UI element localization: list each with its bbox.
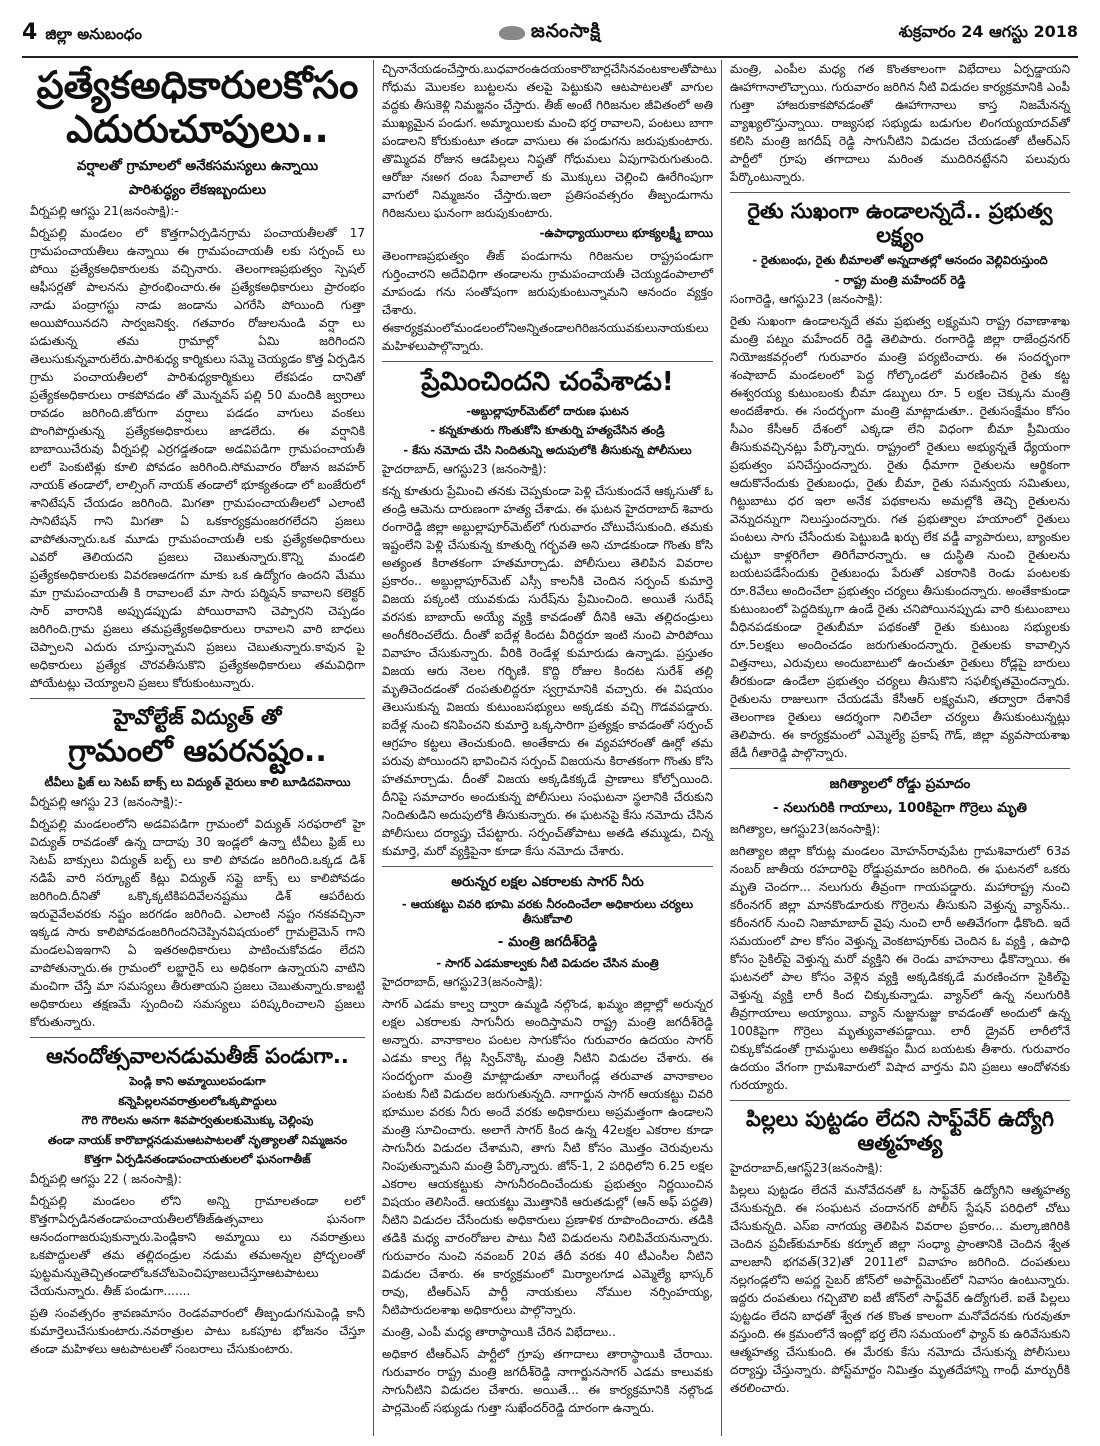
column-2 xyxy=(374,60,722,1436)
article6-subhead: - రైతుబంధు, రైతు బీమాలతో అన్నదాతల్లో ఆనందం వెల్లివిరుస్తుంది xyxy=(752,253,1048,268)
article6-headline: రైతు సుఖంగా ఉండాలన్నదే.. ప్రభుత్వ లక్ష్యం xyxy=(747,199,1053,248)
article8-dateline: హైదరాబాద్,ఆగస్ట్23(జనంసాక్షి): xyxy=(730,1161,883,1176)
article7-dateline: జగిత్యాల, ఆగస్టు23(జనంసాక్షి): xyxy=(730,821,881,836)
article3-line: గౌరి గౌరిలను అనగా శివపార్వతులకుమొక్కు చెల్లింపు xyxy=(81,1113,314,1128)
article3-headline: ఆనందోత్సవాలనడుమతీజ్ పండుగా.. xyxy=(46,1043,349,1068)
article3-line: కొత్తగా ఏర్పడినతండాపంచాయతులలో ఘనంగాతీజ్ xyxy=(84,1152,311,1167)
divider xyxy=(382,361,713,362)
masthead xyxy=(22,10,1078,58)
logo-icon xyxy=(499,26,525,40)
article3-signature: -ఉపాధ్యాయురాలు భూక్యలక్ష్మీ బాయి xyxy=(539,226,713,240)
article4-headline: ప్రేమించిందని చంపేశాడు! xyxy=(421,367,674,397)
article5-subhead: - ఆయకట్టు చివరి భూమి వరకు నీరందించేలా అధికారులు చర్యలు తీసుకోవాలి xyxy=(401,896,694,927)
newspaper-logo: జనంసాక్షి xyxy=(530,19,602,42)
article3-line: కన్నెపిల్లలనవరాత్రులలోఒక్కపొద్దులు xyxy=(118,1093,277,1108)
article1-dateline: వీర్నపల్లి ఆగస్టు 21(జనంసాక్షి):- xyxy=(30,203,179,218)
article8-headline: పిల్లలు పుట్టడం లేదని సాఫ్ట్‌వేర్ ఉద్యోగి ఆత్మహత్య xyxy=(745,1106,1055,1155)
article6-dateline: సంగారెడ్డి, ఆగస్టు23 (జనంసాక్షి): xyxy=(730,292,883,307)
article2-body: వీర్నపల్లి మండలంలోని అడవిపడిగా గ్రామంలో విద్యుత్ సరఫరాలో హై విద్యుత్ రావడంతో ఉన్న దాదాపు 30 ఇండ్లలో ఉన్నా టీవీలు ఫ్రిజ్ లు సెటప్ బాక్సులు విద్యుత్ బల్బ్ లు కాలి పోవడం జరిగింది.ఒక్కడ డిశ్ నడిపే వారి సర్క్యూట్ కిట్లు విద్యుత్ సప్లై బాక్స్ లు కాలిపోవడం జరిగింది.దీనితో ఒక్కొక్కటికిపదివేలనష్టము డిశ్ ఆపరేటరు ఇరువైవేలవరకు నష్టం జరగడం జరిగింది. ఎలాంటి నష్టం గనకవచ్చినా ఇక్కడ సారు కాలిపోవడంజరిగిందనిచెప్పినవిషయంలో గ్రామలైమెన్ గాని మండలఏఇఇగాని ఏ ఇతరఅధికారులు పాటించుకోవడం లేదని వాపోతున్నారు.ఈ గ్రామంలో లబ్జారైన్ లు అధికంగా ఉన్నాయని వాటిని మంచిగా చేస్తే మా సమస్యలు తీరుతాయని ప్రజలు చెబుతున్నారు.కాబట్టి అధికారులు తక్షణమే స్పందించి సమస్యలు పరిష్కరించాలని ప్రజలు కోరుతున్నారు. xyxy=(30,816,365,1029)
divider xyxy=(730,192,1070,193)
page-number: 4 xyxy=(22,19,38,45)
article5-body2: మంత్రి, ఎంపీ మధ్య తారాస్థాయికి చేరిన విభేదాలు.. xyxy=(382,1325,616,1340)
divider xyxy=(30,698,365,699)
article7-headline: జగిత్యాలలో రోడ్డు ప్రమాదం xyxy=(829,776,971,793)
article7-subhead: - నలుగురికి గాయాలు, 100కిపైగా గొర్రెలు మృతి xyxy=(773,799,1027,816)
article5-headline: అరున్నర లక్షల ఎకరాలకు సాగర్ నీరు xyxy=(451,874,644,891)
article1-headline: ప్రత్యేకఅధికారులకోసం ఎదురుచూపులు.. xyxy=(36,63,359,151)
article5-subhead: - సాగర్ ఎడమకాల్వకు నీటి విడుదల చేసిన మంత్రి xyxy=(436,955,659,970)
article3-dateline: వీర్నపల్లి ఆగస్టు 22 ( జనంసాక్షి): xyxy=(30,1171,182,1186)
column2-continued-body2: తెలంగాణప్రభుత్వం తీజ్ పండుగాను గిరిజనుల రాష్ట్రపండుగా గుర్తించారని అదేవిధిగా తండాలను గ్రామపంచాయతీ చెయ్యడంపాలాలో మాపండు గను సంతోషంగా జరుపుకుంటున్నామని ఆనందం వ్యక్తం చేశారు. ఈకార్యక్రమంలోమండలంలోనిఅన్నితండాలగిరిజనయువకులునాయకులు మహిళలుపాల్గొన్నారు. xyxy=(382,249,713,353)
article3-line: పెండ్లి కాని అమ్మాయిలపండుగా xyxy=(129,1074,266,1089)
article2-dateline: వీర్నపల్లి ఆగస్టు 23 (జనంసాక్షి):- xyxy=(30,794,183,809)
divider xyxy=(382,866,713,867)
article8-body: పిల్లలు పుట్టడం లేదనే మనోవేదనతో ఓ సాఫ్ట్‌వేర్ ఉద్యోగిని ఆత్మహత్య చేసుకున్నది. ఈ సంఘటన చందానగర్ పోలీస్ స్టేషన్ పరిధిలో చోటు చేసుకున్నది. ఎస్ఐ నాగయ్య తెలిపిన వివరాల ప్రకారం... మల్కాజిగిరికి చెందిన ప్రవీణ్‌కుమార్‌కు కర్నూల్ జిల్లా సంధ్యా ప్రాంతానికి చెందిన శ్వేత వాలజానీ భగవత్(32)తో 2011లో వివాహం జరిగింది. దంపతులు నల్లగండ్లలోని అపర్ణ సైబర్ జోన్‌లో అపార్ట్‌మెంట్‌లో నివాసం ఉంటున్నారు. ఇద్దరు దంపతులు గచ్చిబౌలి ఐటీ జోన్‌లో సాఫ్ట్‌వేర్ ఉద్యోగులే. ఐతే పిల్లలు పుట్టడం లేదని బాధతో శ్వేత గత కొంత కాలంగా మనోవేదనకు గురవుతూ వస్తుంది. ఈ క్రమంలోనే ఇంట్లో భర్త లేని సమయంలో ఫ్యాన్ కు ఉరివేసుకుని ఆత్మహత్య చేసుకుంది. ఈ మేరకు కేసు నమోదు చేసుకున్న పోలీసులు దర్యాప్తు చేస్తున్నారు. పోస్ట్‌మార్టం నిమిత్తం మృతదేహాన్ని గాంధీ మార్చురీకి తరలించారు. xyxy=(730,1183,1070,1396)
columns xyxy=(22,60,1078,1436)
article3-body: వీర్నపల్లి మండలం లోని అన్ని గ్రామాలతండా లలో కొత్తగాఏర్పడినతండాపంచాయతీలలోతీజ్ఉత్సవాలు ఘనంగా ఆనందంగాజరుపుకున్నారు.పెండ్లికాని అమ్మాయి లు నవరాత్రులు ఒకపొద్దులతో తమ తల్లిదండ్రుల నడుమ తమఅన్నల ప్రోద్బలంతో పుట్టమన్నుతెచ్చితండాలోఒకచోటపెంచిపూజలుచేస్తూఆటపాటలు చేయనున్నారు. తీజ్ పండుగా....... xyxy=(30,1193,365,1298)
article6-subhead: - రాష్ట్ర మంత్రి మహేందర్ రెడ్డి xyxy=(834,272,966,287)
article2-subhead: టీవీలు ఫ్రిజ్ లు సెటప్ బాక్స్ లు విద్యుత్ వైరులు కాలి బూడిదవినాయి xyxy=(44,775,351,790)
article1-body: వీర్నపల్లి మండలం లో కొత్తగాఏర్పడినగ్రామ పంచాయతీలతో 17 గ్రామపంచాయతీలు ఉన్నాయి ఈ గ్రామపంచాయతీ లకు సర్పంచ్ లు పోయి ప్రత్యేకఅధికారులకు వచ్చినారు. తెలంగాణప్రభుత్వం స్పెషల్ ఆఫీసర్లతో పాలనను ప్రారంభించారు.ఈ ప్రత్యేకఅధికారులు ప్రారంభం నాడు పంద్రాగస్టు నాడు జండాను ఎగరేసి పోయింది గుత్తా అయిపోయినదని సార్వజనిక్వ. గతవారం రోజులనుండి వర్షా లు పడుతున్న తమ గ్రామాల్లో ఏమి జరిగిందని తెలుసుకున్నవారులేరు.పారిశుధ్య కార్మికులు సమ్మె చెయ్యడం కొత్త ఏర్పడిన గ్రామ పంచాయతీలలో పారిశుధ్యకార్మికులు లేకపడం దానితో ప్రత్యేకఅధికారులు రాకపోవడం తో మొన్నవస్ పల్లి 50 మందికి జ్వరాలు రావడం జరిగింది.జోరుగా వర్షాలు పడడం వాగులు వంకలు పొంగిపొర్లుతున్న ప్రత్యేకఅధికారులు జాడలేదు. ఈ వర్షానికి బాబాయిచేరువు వీర్నపల్లి ఎర్రగడ్డతండా అడవిపడిగా గ్రామపంచాయతీ లలో పెంకుటిళ్లు కూలి పోవడం జరిగింది.సోమవారం రోజున జవహర్ నాయక్ తండాలో, లాల్సింగ్ నాయక్ తండాలో భూక్యతండా లో బంజేరులో శానిటేషన్ చేయడం జరిగింది. మిగతా గ్రామపంచాయతీలలో ఎలాంటి సానిటేషన్ గాని మిగతా ఏ ఒకకార్యక్రమంజరగలేదని ప్రజలు వాపోతున్నారు.ఒక మూడు గ్రామపంచాయతీ లకు ప్రత్యేకఅధికారులు ఎవరో తెలియదని ప్రజలు చెబుతున్నారు.కొన్ని మండలి ప్రత్యేకఅధికారులకు వివరణఅడగగా మాకు ఒక ఉద్యోగం ఉందని మేము మా గ్రామపంచాయతీ కి రావాలంటే మా సారు పర్మిషన్ కావాలని కలెక్టర్ సార్ వారానికి అప్పుడప్పుడు పోయిరావాని చెప్పారని చెప్పడం జరిగింది.గ్రామ ప్రజలు తమప్రత్యేకఅధికారులు రావాలని వారి బాధలు చెప్పాలని ఎదురు చూస్తున్నామని ప్రజలు చెబుతున్నారు.కావున పై అధికారులు ప్రత్యేక చొరవతీసుకొని ప్రత్యేకఅధికారులు తమవిధిగా పోయేటట్లు చెయ్యాలని ప్రజలు కోరుకుంటున్నారు. xyxy=(30,225,365,690)
article1-subhead: వర్షాలతో గ్రామాలలో అనేకసమస్యలు ఉన్నాయి xyxy=(76,158,319,175)
column2-continued-body: చ్చినానేయడంచేస్తారు.బుధవారంఉదయంకారొబార్లచేసినవంటకాలతోపాటు గోధుమ మొలకల బుట్టలను తలపై పెట్టుకుని ఆటపాటలతో వాగుల వద్దకు తీసుకెళ్లి నిమజ్జనం చేస్తారు. తీజ్ అంటే గిరిజనుల జీవితంలో అతి ముఖ్యమైన పండుగ. అమ్మాయిలకు మంచి భర్త రావాలని, పంటలు బాగా పండాలని కోరుకుంటూ తండా వాసులు ఈ పండుగను జరుపుకుంటారు. తొమ్మిదవ రోజున ఆడపిల్లలు నిష్ఠతో గోధుమలు ఏపుగాపెరుగుతుంది. ఆరోజు నఃఅగ దంబ సేవాలాల్ కు మొక్కులు చెల్లించి ఊరేగింపుగా వాగులో నిమ్మజనం చేస్తారు.ఇలా ప్రతిసంవత్సరం తీజ్పండుగాను గిరిజనులు ఘనంగా జరుపుకుంటారు. xyxy=(382,62,717,220)
column-3 xyxy=(722,60,1078,1436)
article2-headline: గ్రామంలో ఆపరనష్టం.. xyxy=(68,733,327,769)
divider xyxy=(730,768,1070,769)
article5-subhead: - మంత్రి జగదీశ్‌రెడ్డి xyxy=(497,933,598,950)
issue-date: శుక్రవారం 24 ఆగస్టు 2018 xyxy=(898,21,1078,41)
article5-dateline: హైదరాబాద్, ఆగస్టు23(జనంసాక్షి): xyxy=(382,975,543,990)
article4-dateline: హైదరాబాద్, ఆగస్టు23 (జనంసాక్షి): xyxy=(382,462,547,477)
section-title: జిల్లా అనుబంధం xyxy=(45,24,142,43)
article4-subhead: - కన్నకూతురు గొంతుకోసి కూతుర్ని హత్యచేసిన తండ్రి xyxy=(430,423,665,438)
article4-subhead: -అబ్దుల్లాపూర్‌మెట్‌లో దారుణ ఘటన xyxy=(466,403,629,418)
article3-body2: ప్రతి సంవత్సరం శ్రావణమాసం రెండవవారంలో తీజ్పండుగనుపెండ్లి కానీ కుమార్తెలుచేసుకుంటారు.నవరాత్రుల పాటు ఒకపూట భోజనం చేస్తూ తండా మహిళలు ఆటపాటలతో సంబరాలు చేసుకుంటారు. xyxy=(30,1305,365,1356)
article4-body: కన్న కూతురు ప్రేమించి తనకు చెప్పకుండా పెళ్లి చేసుకుందనే ఆక్కసుతో ఓ తండ్రి ఆమెను దారుణంగా హత్య చేశాడు. ఈ ఘటన హైదరాబాద్ శివారు రంగారెడ్డి జిల్లా అబ్దుల్లాపూర్‌మెట్‌లో గురువారం చోటుచేసుకుంది. తమకు ఇష్టంలేని పెళ్లి చేసుకున్న కూతుర్ని గర్భవతి అని చూడకుండా గొంతు కోసి అత్యంత కిరాతకంగా హతమార్చాడు. పోలీసులు తెలిపిన వివరాల ప్రకారం.. అబ్దుల్లాపూర్‌మెట్ ఎస్సీ కాలనీకి చెందిన సర్పంచ్ కుమార్తె విజయ పక్కంటి యువకుడు సురేష్‌ను ప్రేమించింది. అయితే సురేష్ వరసకు బాబాయ్ అయ్యే వ్యక్తి కావడంతో దీనికి ఆమె తల్లిదండ్రులు అంగీకరించలేదు. దీంతో ఐదేళ్ల కిందట వీరిద్దరూ ఇంటి నుంచి పారిపోయి వివాహం చేసుకున్నారు. వీరికి రెండేళ్ల కుమారుడు ఉన్నాడు. ప్రస్తుతం విజయ ఆరు నెలల గర్భిణి. కొద్ది రోజుల కిందట సురేశ్ తల్లి మృతిచెందడంతో దంపతులిద్దరూ స్వగ్రామానికి వచ్చారు. ఈ విషయం తెలుసుకున్న విజయ కుటుంబసభ్యులు అక్కడకు వచ్చి గొడవపడ్డారు. ఐదేళ్ల నుంచి కనిపించని కుమార్తె ఒక్కసారిగా ప్రత్యక్షం కావడంతో సర్పంచ్ ఆగ్రహం కట్టలు తెంచుకుంది. అంతేకాదు ఈ వ్యవహారంతో ఊర్లో తమ పరువు పోయిందని భావించిన సర్పంచ్ విజయను కిరాతకంగా గొంతు కోసి హతమార్చాడు. దీంతో విజయ అక్కడికక్కడే ప్రాణాలు కోల్పోయింది. దీనిపై సమాచారం అందుకున్న పోలీసులు సంఘటనా స్థలానికి చేరుకుని నిందితుడిని అదుపులోకి తీసుకున్నారు. ఈ ఘటనపై కేసు నమోదు చేసిన పోలీసులు దర్యాప్తు చేపట్టారు. సర్పంచ్‌తోపాటు అతడి తమ్ముడు, చిన్న కుమార్తె, మరో వ్యక్తిపైనా కూడా కేసు నమోదు చేశారు. xyxy=(382,484,713,859)
divider xyxy=(730,1100,1070,1101)
article5-body3: అధికార టీఆర్ఎస్ పార్టీలో గ్రూపు తగాదాలు తారాస్థాయికి చేరాయి. గురువారం రాష్ట్ర మంత్రి జగదీశ్‌రెడ్డి నాగార్జునసాగర్ ఎడమ కాలువకు సాగునీటిని విడుదల చేశారు. అయితే... ఈ కార్యక్రమానికి నల్గొండ పార్లమెంట్ సభ్యుడు గుత్తా సుఖేందర్‌రెడ్డి దూరంగా ఉన్నారు. xyxy=(382,1347,713,1416)
article5-body: సాగర్ ఎడమ కాల్వ ద్వారా ఉమ్మడి నల్గొండ, ఖమ్మం జిల్లాల్లో అరున్నర లక్షల ఎకరాలకు సాగునీరు అందిస్తామని రాష్ట్ర మంత్రి జగదీశ్‌రెడ్డి అన్నారు. వానాకాలం పంటల సాగుకోసం గురువారం ఉదయం సాగర్ ఎడమ కాల్వ గేట్ల స్విచ్‌నొక్కి మంత్రి నీటిని విడుదల చేశారు. ఈ సందర్భంగా మంత్రి మాట్లాడుతూ నాలుగేండ్ల తరువాత వానాకాలం పంటకు నీటి విడుదల జరుగుతున్నది. నాగార్జున సాగర్ ఆయకట్టు చివరి భూముల వరకు నీరు అందే వరకు అధికారులు అప్రమత్తంగా ఉండాలని మంత్రి సూచించారు. అలాగే సాగర్ కింద ఉన్న 42లక్షల ఎకరాల కూడా సాగునీరు విడుదల చేశామని, తాగు నీటి కోసం మొత్తం చెరువులను నింపుతున్నామని మంత్రి పేర్కొన్నారు. జోన్-1, 2 పరిధిలోని 6.25 లక్షల ఎకరాల ఆయకట్టుకు సాగునీరందించేందుకు ప్రభుత్వం నిర్ణయించిన విషయం తెలిసిందే. ఆయకట్టు మొత్తానికి ఆరుతడుల్లో (ఆన్ అఫ్ పద్ధతి) నీటిని విడుదల చేసేందుకు అధికారులు ప్రణాళిక రూపొందించారు. తడికి తడికి మధ్య వారంరోజుల పాటు నీటి విడుదలను నిలిపివేయనున్నారు. గురువారం నుంచి నవంబర్ 20వ తేదీ వరకు 40 టీఎంసీల నీటిని విడుదల చేశారు. ఈ కార్యక్రమంలో మిర్యాలగూడ ఎమ్మెల్యే భాస్కర్ రావు, టీఆర్ఎస్ పార్టీ నాయకులు నోముల నర్సింహయ్య, నీటిపారుదలశాఖ అధికారులు పాల్గొన్నారు. xyxy=(382,997,713,1318)
article3-line: తండా నాయక్ కారొబార్లనడుమఆటపాటలతో నృత్యాలతో నిమ్మజనం xyxy=(47,1132,348,1147)
column3-continued-body: మంత్రి, ఎంపీల మధ్య గత కొంతకాలంగా విభేదాలు ఏర్పడ్డాయని ఊహాగానాలొచ్చాయి. గురువారం జరిగిన నీటి విడుదల కార్యక్రమానికి ఎంపీ గుత్తా హాజరుకాకపోవడంతో ఊహాగానాలు కాస్త నిజమేనన్న వ్యాఖ్యలొస్తున్నాయి. రాజ్యసభ సభ్యుడు బడుగుల లింగయ్యయాదవ్‌తో కలిసి మంత్రి జగదీష్ రెడ్డి సాగునీటిని విడుదల చేయడంతో టీఆర్ఎస్ పార్టీలో గ్రూపు తగాదాలు మరింత ముదిరినట్టేనని పలువురు పేర్కొంటున్నారు. xyxy=(730,62,1070,184)
article2-kicker: హైవోల్టేజ్ విద్యుత్ తో xyxy=(113,704,282,729)
article6-body: రైతు సుఖంగా ఉండాలన్నదే తమ ప్రభుత్వ లక్ష్యమని రాష్ట్ర రవాణాశాఖ మంత్రి పట్నం మహేందర్ రెడ్డి తెలిపారు. రంగారెడ్డి జిల్లా రాజేంద్రనగర్ నియోజకవర్గంలో గురువారం మంత్రి పర్యటించారు. ఈ సందర్భంగా శంషాబాద్ మండలంలో పెద్ద గోల్కొండలో మరణించిన రైతు కట్ట ఈశ్వరయ్య కుటుంబంకు బీమా డబ్బులు రూ. 5 లక్షల చెక్కును మంత్రి అందజేశారు. ఈ సందర్భంగా మంత్రి మాట్లాడుతూ.. రైతుసంక్షేమం కోసం సీఎం కేసీఆర్ దేశంలో ఎక్కడా లేని విధంగా బీమా ప్రీమియం తీసుకువచ్చినట్లు పేర్కొన్నారు. రాష్ట్రంలో రైతులు అభ్యున్నతే ధ్యేయంగా ప్రభుత్వం పనిచేస్తుందన్నారు. రైతు ధీమాగా రైతులను ఆర్థికంగా ఆదుకొనేందుకు రైతుబంధు, రైతు బీమా, రైతు సమన్వయ సమితులు, గిట్టుబాటు ధర ఇలా అనేక పథకాలను అమల్లోకి తెచ్చి రైతులను వెన్నుదన్నుగా నిలుస్తుందన్నారు. గత ప్రభుత్వాల హయాంలో రైతులు పంటలు సాగు చేసేందుకు పెట్టుబడి ఖర్చు లేక వడ్డీ వ్యాపారులు, బ్యాంకుల చుట్టూ కాళ్లరిగేలా తిరిగేవారన్నారు. ఆ దుస్థితి నుంచి రైతులను బయటపడేసేందుకు రైతుబంధు పేరుతో ఎకరానికి రెండు పంటలకు రూ.8వేలు అందించేలా ప్రభుత్వం చర్యలు తీసుకుందన్నారు. అంతేకాకుండా కుటుంబంలో పెద్దదిక్కుగా ఉండే రైతు చనిపోయినప్పుడు వారి కుటుంబాలు వీధినపడకుండా రైతుబీమా పథకంతో రైతు కుటుంబ సభ్యులకు రూ.5లక్షలు అందించడం జరుగుతుందన్నారు. రైతులకు కావాల్సిన విత్తనాలు, ఎరువులు అందుబాటులో ఉంచుతూ రైతులు రోడ్లపై బారులు తీరకుండా ఉండేలా ప్రభుత్వం చర్యలు తీసుకొని సఫలీకృతమైందన్నారు. రైతులను రాజులుగా చేయడమే కేసీఆర్ లక్ష్యమని, తద్వారా దేశానికే తెలంగాణ రైతులు ఆదర్శంగా నిలిచేలా చర్యలు తీసుకుంటున్నట్లు తెలిపారు. ఈ కార్యక్రమంలో ఎమ్మెల్యే ప్రకాష్ గౌడ్, జిల్లా వ్యవసాయశాఖ జేడీ గీతారెడ్డి పాల్గొన్నారు. xyxy=(730,314,1070,761)
article1-subhead2: పారిశుద్ధ్యం లేకఇబ్బందులు xyxy=(128,181,267,198)
article4-subhead: - కేసు నమోదు చేసి నిందితున్ని అదుపులోకి తీసుకున్న పోలీసులు xyxy=(403,442,692,457)
column-1 xyxy=(22,60,374,1436)
divider xyxy=(30,1037,365,1038)
article7-body: జగిత్యాల జిల్లా కోరుట్ల మండలం మోహన్‌రావుపేట గ్రామశివారులో 63వ నంబర్ జాతీయ రహదారిపై రోడ్డుప్రమాదం జరిగింది. ఈ ఘటనలో ఒకరు మృతి చెందగా... నలుగురు తీవ్రంగా గాయపడ్డారు. మహారాష్ట్ర నుంచి కరీంనగర్ జిల్లా మానకొండూరుకు గొర్రెలను తీసుకుని వెళ్తున్న వ్యాన్‌ను.. కరీంనగర్ నుంచి నిజామాబాద్ వైపు నుంచి లారీ అతివేగంగా ఢీకొంది. ఇదే సమయంలో పాల కోసం వెళ్తున్న వెంకటాపూర్‌కు చెందిన ఓ వ్యక్తి , ఉపాధి కోసం సైకిల్‌పై వెళ్తున్న మరో వ్యక్తిని ఈ రెండు వాహనాలు ఢీకొన్నాయి. ఈ ఘటనలో పాల కోసం వెళ్లిన వ్యక్తి అక్కడికక్కడే మరణించగా సైకిల్‌పై వెళ్తున్న వ్యక్తి లారీ కింద చిక్కుకున్నాడు. వ్యాన్‌లో ఉన్న నలుగురికి తీవ్రగాయాలు అయ్యాయి. వ్యాన్ నుజ్జునుజ్జు కావడంతో అందులో ఉన్న 100కిపైగా గొర్రెలు మృత్యువాతపడ్డాయి. లారీ డ్రైవర్ లారీలోనే చిక్కుకోవడంతో గ్రామస్థులు అతికష్టం మీద బయటకు తీశారు. గురువారం ఉదయం వేగంగా గ్రామశివారులో విషాద వార్తను విని ప్రజలు ఆందోళనకు గురయ్యారు. xyxy=(730,843,1070,1092)
